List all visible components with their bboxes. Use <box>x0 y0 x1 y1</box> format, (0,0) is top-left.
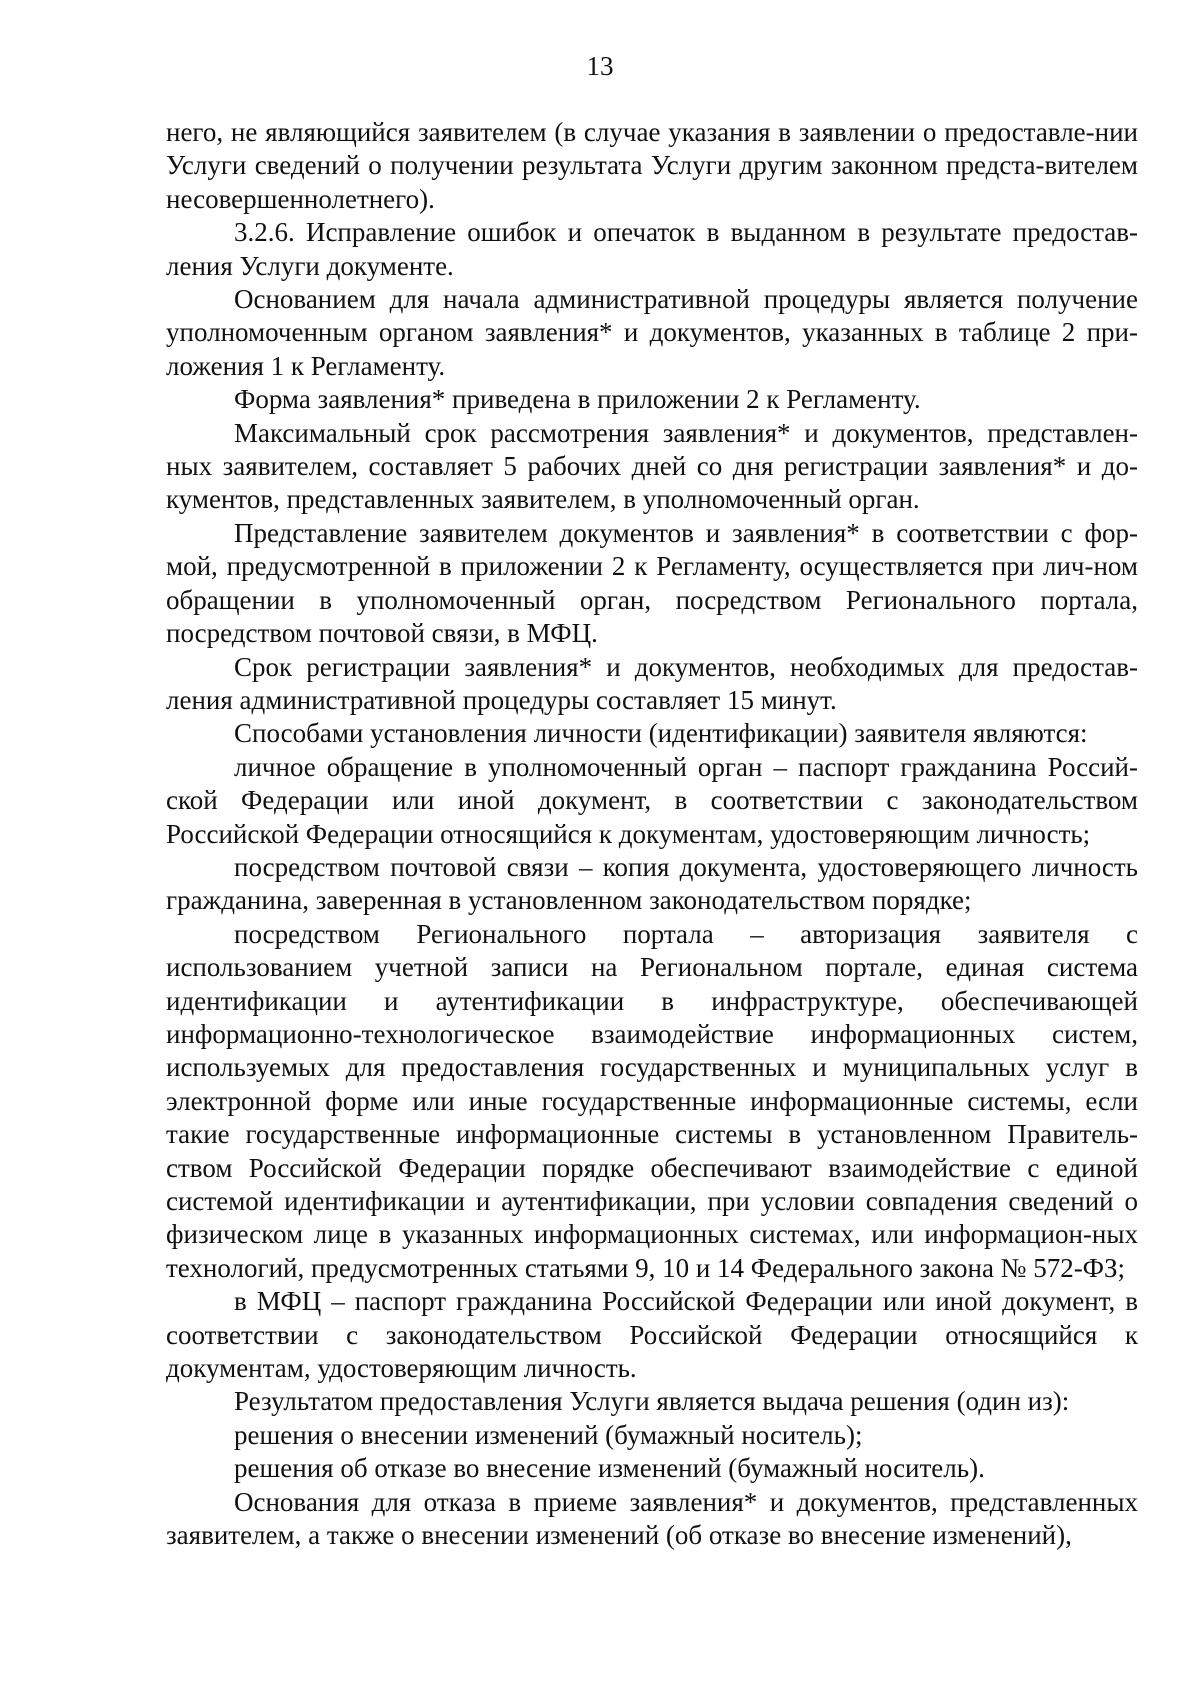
paragraph-personal-visit: личное обращение в уполномоченный орган – паспорт гражданина Россий-ской Федерации или иной документ, в соответствии с законодательством Российской Федерации относящийся к документам, удостоверяющим личность; <box>166 751 1138 849</box>
paragraph-registration-term: Срок регистрации заявления* и документов, необходимых для предостав-ления административной процедуры составляет 15 минут. <box>166 651 1138 715</box>
paragraph-result: Результатом предоставления Услуги является выдача решения (один из): <box>234 1386 1070 1417</box>
paragraph-section-3-2-6: 3.2.6. Исправление ошибок и опечаток в выданном в результате предостав-ления Услуги документе. <box>166 217 1138 281</box>
paragraph-submission: Представление заявителем документов и заявления* в соответствии с фор-мой, предусмотренной в приложении 2 к Регламенту, осуществляется при лич-ном обращении в уполномоченный орган, посредством Регионального портала, посредством почтовой связи, в МФЦ. <box>166 517 1138 649</box>
page-number: 13 <box>586 51 614 81</box>
paragraph-mfc: в МФЦ – паспорт гражданина Российской Федерации или иной документ, в соответствии с законодательством Российской Федерации относящийся к документам, удостоверяющим личность. <box>166 1286 1138 1384</box>
paragraph-form: Форма заявления* приведена в приложении 2 к Регламенту. <box>234 384 921 415</box>
paragraph-refusal-grounds: Основания для отказа в приеме заявления* и документов, представленных заявителем, а также о внесении изменений (об отказе во внесение изменений), <box>166 1486 1138 1551</box>
paragraph-continuation: него, не являющийся заявителем (в случае указания в заявлении о предоставле-нии Услуги сведений о получении результата Услуги другим законном предста-вителем несовершеннолетнего). <box>166 117 1138 214</box>
paragraph-regional-portal: посредством Регионального портала – авторизация заявителя с использованием учетной записи на Региональном портале, единая система идентификации и аутентификации в инфраструктуре, обеспечивающей информационно-технологическое взаимодействие информационных систем, используемых для предоставления государственных и муниципальных услуг в электронной форме или иные государственные информационные системы, если такие государственные информационные системы в установленном Правитель-ством Российской Федерации порядке обеспечивают взаимодействие с единой системой идентификации и аутентификации, при условии совпадения сведений о физическом лице в указанных информационных системах, или информацион-ных технологий, предусмотренных статьями 9, 10 и 14 Федерального закона № 572-ФЗ; <box>166 918 1138 1283</box>
paragraph-identification-methods: Способами установления личности (идентификации) заявителя являются: <box>234 718 1088 749</box>
paragraph-postal: посредством почтовой связи – копия документа, удостоверяющего личность гражданина, заверенная в установленном законодательством порядке; <box>166 851 1138 916</box>
document-body <box>166 116 1138 1552</box>
paragraph-max-term: Максимальный срок рассмотрения заявления* и документов, представлен-ных заявителем, составляет 5 рабочих дней со дня регистрации заявления* и до-кументов, представленных заявителем, в уполномоченный орган. <box>166 417 1138 515</box>
paragraph-result-option-1: решения о внесении изменений (бумажный носитель); <box>234 1419 863 1450</box>
paragraph-basis: Основанием для начала административной процедуры является получение уполномоченным органом заявления* и документов, указанных в таблице 2 при-ложения 1 к Регламенту. <box>166 284 1138 381</box>
paragraph-result-option-2: решения об отказе во внесение изменений (бумажный носитель). <box>234 1453 985 1484</box>
